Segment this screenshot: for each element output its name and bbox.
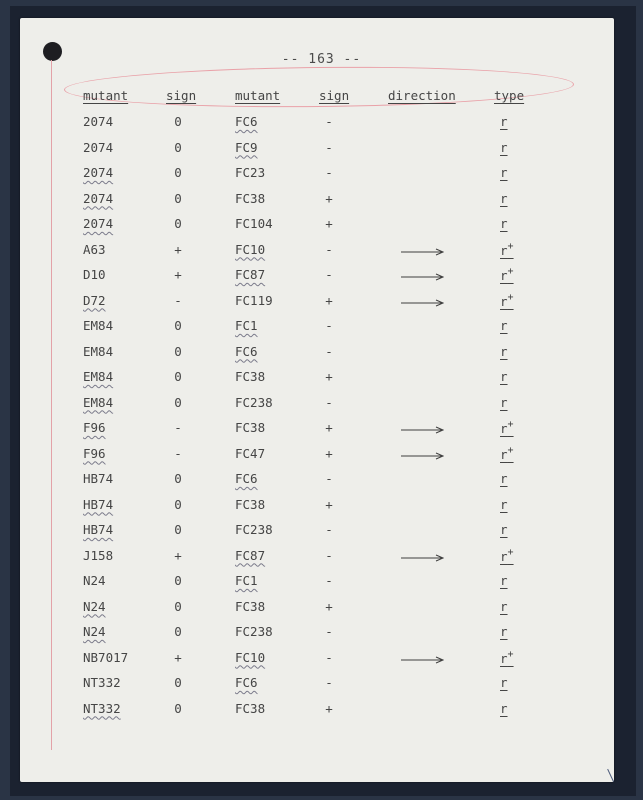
sign-cell: 0 [174, 700, 182, 716]
type-letter: r [500, 216, 508, 231]
sign-cell: 0 [174, 343, 182, 359]
sign-2-cell: + [325, 700, 333, 716]
sign-cell: 0 [174, 573, 182, 588]
type-cell [500, 216, 508, 231]
header-sign-2: sign [319, 88, 350, 103]
sign-2-cell: - [325, 318, 333, 333]
sign-cell: 0 [174, 675, 182, 690]
type-letter: r [500, 190, 508, 206]
mutant-2-cell: FC238 [235, 394, 273, 410]
type-value [500, 421, 514, 436]
sign-cell: 0 [174, 318, 182, 333]
sign-2-cell: + [325, 598, 333, 614]
type-letter: r [500, 165, 508, 180]
mutant-2-cell: FC38 [235, 420, 266, 435]
sign-2-cell: - [325, 522, 333, 537]
table-row [0, 216, 643, 236]
mutant-cell: HB74 [83, 496, 114, 512]
table-row [0, 701, 643, 721]
type-cell [500, 650, 514, 666]
direction-arrow-icon [400, 548, 444, 563]
type-superscript: + [507, 444, 514, 456]
sign-2-cell: - [325, 573, 333, 588]
type-value [500, 471, 508, 486]
sign-2-cell: + [325, 445, 333, 461]
type-cell [500, 318, 508, 333]
type-cell [500, 344, 508, 359]
mutant-2-cell: FC9 [235, 139, 258, 155]
type-cell [500, 114, 508, 129]
type-superscript: + [507, 266, 514, 277]
table-row [0, 114, 643, 134]
type-superscript: + [507, 291, 514, 303]
mutant-2-cell: FC1 [235, 318, 258, 333]
sign-cell: - [174, 292, 182, 308]
mutant-2-cell: FC6 [235, 114, 258, 129]
mutant-cell: 2074 [83, 139, 114, 155]
header-mutant: mutant [83, 88, 129, 103]
table-row [0, 293, 643, 313]
sign-2-cell: - [325, 114, 333, 129]
sign-cell: + [174, 547, 182, 563]
mutant-2-cell: FC87 [235, 547, 266, 563]
sign-cell: 0 [174, 216, 182, 231]
table-row [0, 497, 643, 517]
sign-cell: + [174, 267, 182, 282]
type-letter: r [500, 369, 508, 384]
type-value [500, 318, 508, 333]
sign-cell: + [174, 241, 182, 257]
type-value [500, 599, 508, 614]
mutant-cell: EM84 [83, 318, 114, 333]
type-cell [500, 191, 508, 206]
type-letter: r [500, 268, 508, 284]
type-value [500, 369, 508, 384]
sign-cell: - [174, 445, 182, 461]
sign-cell: 0 [174, 165, 182, 180]
type-cell [500, 140, 508, 155]
mutant-2-cell: FC38 [235, 369, 266, 384]
mutant-cell: 2074 [83, 165, 114, 180]
type-cell [500, 599, 508, 614]
sign-2-cell: + [325, 420, 333, 435]
type-value [500, 240, 514, 258]
mutant-cell: HB74 [83, 522, 114, 537]
type-superscript: + [507, 546, 514, 558]
sign-2-cell: - [325, 394, 333, 410]
mutant-cell: A63 [83, 241, 106, 257]
sign-2-cell: - [325, 139, 333, 155]
mutant-cell: D72 [83, 292, 106, 308]
table-row [0, 267, 643, 287]
type-letter: r [500, 496, 508, 512]
mutant-2-cell: FC23 [235, 165, 266, 180]
type-cell [500, 420, 514, 436]
sign-2-cell: + [325, 190, 333, 206]
mutant-2-cell: FC87 [235, 267, 266, 282]
type-value [500, 395, 508, 410]
mutant-2-cell: FC6 [235, 471, 258, 486]
mutant-cell: F96 [83, 420, 106, 435]
sign-2-cell: - [325, 267, 333, 282]
mutant-cell: NB7017 [83, 649, 129, 665]
table-row [0, 395, 643, 415]
sign-2-cell: - [325, 343, 333, 359]
mutant-cell: NT332 [83, 675, 121, 690]
sign-cell: 0 [174, 369, 182, 384]
mutant-cell: HB74 [83, 471, 114, 486]
type-value [500, 165, 508, 180]
type-letter: r [500, 421, 508, 437]
type-value [500, 191, 508, 206]
table-row [0, 624, 643, 644]
type-value [500, 573, 508, 588]
table-row [0, 446, 643, 466]
table-row [0, 420, 643, 440]
mutant-cell: N24 [83, 573, 106, 588]
type-letter: r [500, 598, 508, 614]
type-cell [500, 497, 508, 512]
mutant-2-cell: FC6 [235, 343, 258, 359]
type-letter: r [500, 471, 508, 486]
type-cell [500, 369, 508, 384]
mutant-cell: 2074 [83, 190, 114, 206]
type-superscript: + [507, 648, 514, 660]
direction-arrow-icon [400, 420, 444, 435]
type-value [500, 624, 508, 639]
type-value [500, 675, 508, 690]
type-cell [500, 293, 514, 309]
mutant-cell: 2074 [83, 216, 114, 231]
type-value [500, 522, 508, 537]
sign-2-cell: - [325, 241, 333, 257]
type-cell [500, 446, 514, 462]
mutant-cell: F96 [83, 445, 106, 461]
mutant-cell: N24 [83, 598, 106, 614]
mutant-2-cell: FC6 [235, 675, 258, 690]
header-direction: direction [388, 88, 456, 103]
header-type: type [494, 88, 525, 103]
direction-arrow-icon [400, 242, 444, 257]
mutant-cell: 2074 [83, 114, 114, 129]
mutant-cell: N24 [83, 624, 106, 639]
sign-2-cell: - [325, 675, 333, 690]
mutant-cell: EM84 [83, 394, 114, 410]
table-row [0, 318, 643, 338]
type-letter: r [500, 573, 508, 588]
mutant-cell: NT332 [83, 700, 121, 716]
mutant-cell: EM84 [83, 369, 114, 384]
table-row [0, 471, 643, 491]
table-row [0, 522, 643, 542]
type-letter: r [500, 548, 508, 564]
header-mutant-2: mutant [235, 88, 281, 103]
table-row [0, 344, 643, 364]
sign-2-cell: + [325, 496, 333, 512]
type-letter: r [500, 293, 508, 309]
mutant-2-cell: FC119 [235, 292, 273, 308]
direction-arrow-icon [400, 293, 444, 308]
mutant-2-cell: FC104 [235, 216, 273, 231]
type-value [500, 291, 514, 309]
type-value [500, 546, 514, 564]
mutant-2-cell: FC38 [235, 598, 266, 614]
sign-2-cell: - [325, 165, 333, 180]
type-value [500, 497, 508, 512]
type-cell [500, 395, 508, 410]
sign-2-cell: + [325, 216, 333, 231]
sign-cell: 0 [174, 522, 182, 537]
sign-2-cell: + [325, 292, 333, 308]
type-letter: r [500, 650, 508, 666]
table-row [0, 242, 643, 262]
table-row [0, 675, 643, 695]
type-cell [500, 548, 514, 564]
type-cell [500, 522, 508, 537]
mutant-2-cell: FC238 [235, 522, 273, 537]
mutant-2-cell: FC10 [235, 649, 266, 665]
mutant-2-cell: FC1 [235, 573, 258, 588]
sign-cell: 0 [174, 394, 182, 410]
type-superscript: + [507, 419, 514, 430]
type-value [500, 140, 508, 155]
type-cell [500, 267, 514, 283]
type-superscript: + [507, 240, 514, 252]
table-row [0, 140, 643, 160]
type-letter: r [500, 343, 508, 359]
type-value [500, 444, 514, 462]
header-sign: sign [166, 88, 197, 103]
type-cell [500, 624, 508, 639]
type-cell [500, 165, 508, 180]
table-row [0, 548, 643, 568]
type-letter: r [500, 675, 508, 690]
table-row [0, 650, 643, 670]
mutant-2-cell: FC38 [235, 190, 266, 206]
type-value [500, 344, 508, 359]
sign-cell: 0 [174, 139, 182, 155]
type-cell [500, 242, 514, 258]
type-letter: r [500, 318, 508, 333]
sign-2-cell: - [325, 547, 333, 563]
mutant-2-cell: FC38 [235, 496, 266, 512]
mutant-cell: J158 [83, 547, 114, 563]
type-cell [500, 675, 508, 690]
table-header [0, 88, 643, 108]
type-value [500, 114, 508, 129]
mutant-cell: EM84 [83, 343, 114, 359]
page-number: -- 163 -- [281, 52, 362, 67]
type-value [500, 268, 514, 283]
type-letter: r [500, 394, 508, 410]
table-row [0, 191, 643, 211]
type-cell [500, 701, 508, 716]
sign-cell: 0 [174, 496, 182, 512]
type-value [500, 701, 508, 716]
table-row [0, 573, 643, 593]
type-cell [500, 573, 508, 588]
type-value [500, 216, 508, 231]
mutant-2-cell: FC47 [235, 445, 266, 461]
sign-cell: 0 [174, 114, 182, 129]
type-letter: r [500, 700, 508, 716]
sign-cell: 0 [174, 471, 182, 486]
table-row [0, 369, 643, 389]
mutant-2-cell: FC238 [235, 624, 273, 639]
sign-2-cell: - [325, 649, 333, 665]
type-letter: r [500, 522, 508, 537]
type-letter: r [500, 114, 508, 129]
sign-2-cell: - [325, 471, 333, 486]
sign-cell: - [174, 420, 182, 435]
mutant-2-cell: FC38 [235, 700, 266, 716]
sign-cell: 0 [174, 624, 182, 639]
table-row [0, 165, 643, 185]
mutant-2-cell: FC10 [235, 241, 266, 257]
direction-arrow-icon [400, 267, 444, 282]
type-letter: r [500, 446, 508, 462]
type-value [500, 648, 514, 666]
sign-2-cell: - [325, 624, 333, 639]
type-cell [500, 471, 508, 486]
type-letter: r [500, 624, 508, 639]
direction-arrow-icon [400, 446, 444, 461]
direction-arrow-icon [400, 650, 444, 665]
sign-cell: 0 [174, 190, 182, 206]
sign-cell: 0 [174, 598, 182, 614]
table-row [0, 599, 643, 619]
type-letter: r [500, 242, 508, 258]
type-letter: r [500, 139, 508, 155]
sign-2-cell: + [325, 369, 333, 384]
sign-cell: + [174, 649, 182, 665]
mutant-cell: D10 [83, 267, 106, 282]
